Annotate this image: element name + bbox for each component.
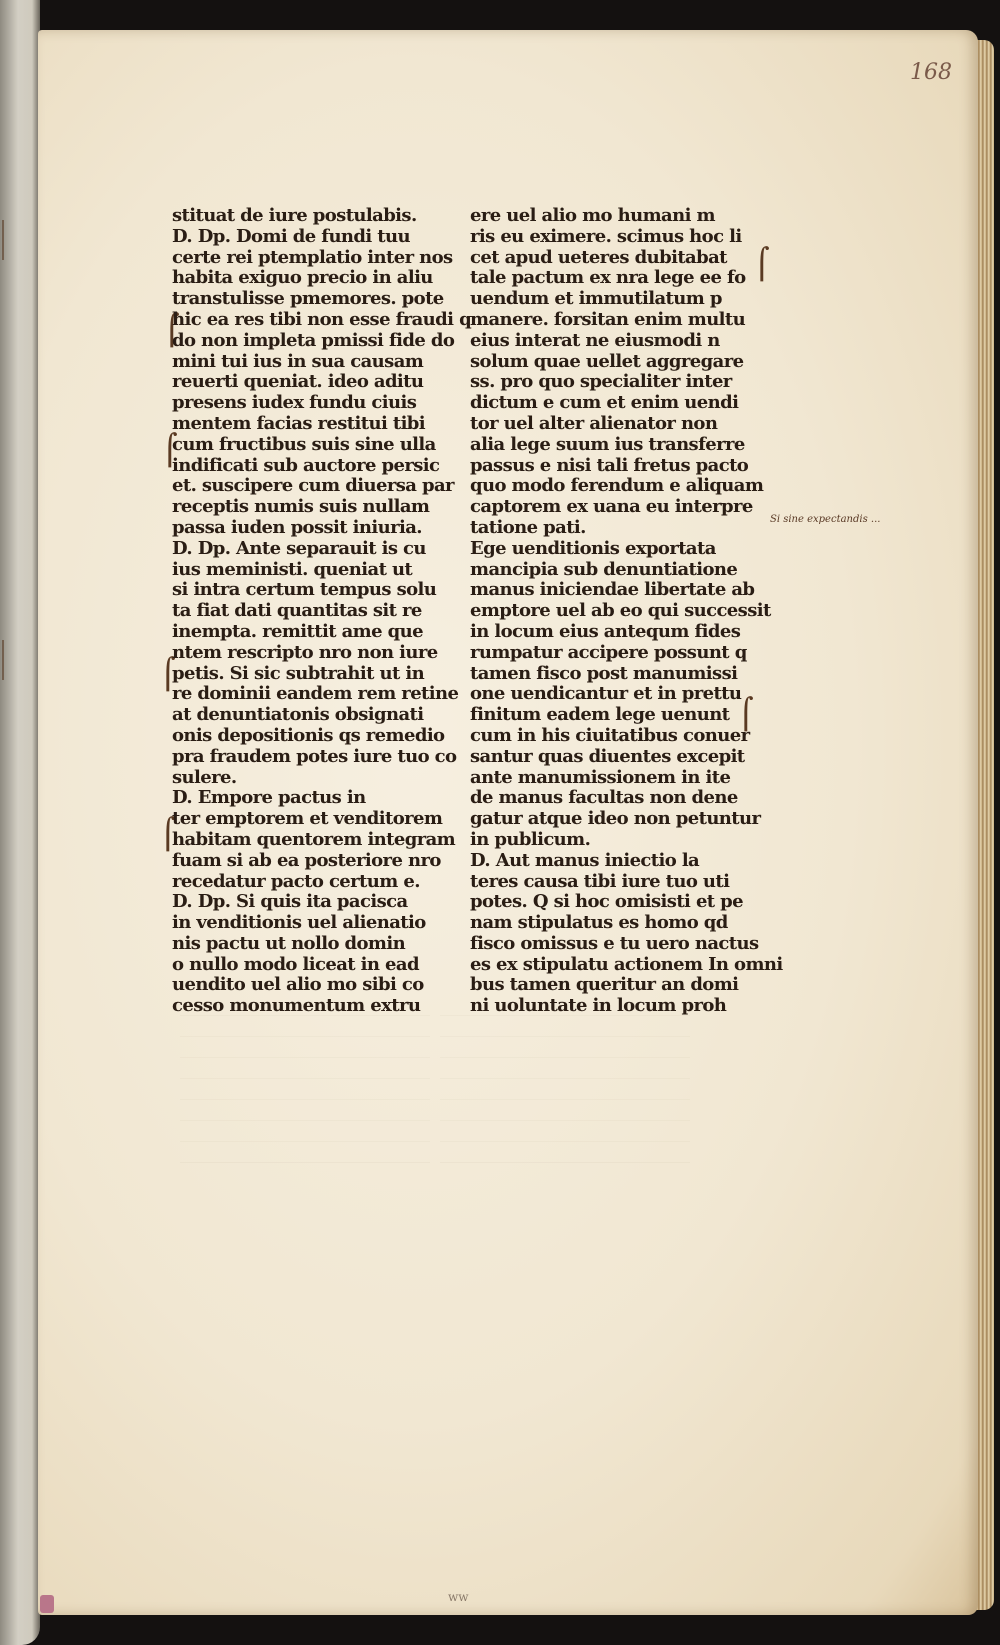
text-line: captorem ex uana eu interpre xyxy=(470,496,753,518)
text-line: manus iniciendae libertate ab xyxy=(470,579,755,601)
text-line: nam stipulatus es homo qd xyxy=(470,912,728,934)
show-through-text-right xyxy=(440,995,690,1163)
text-line: ter emptorem et venditorem xyxy=(172,808,443,830)
text-line: ere uel alio mo humani m xyxy=(470,205,715,226)
text-line: eius interat ne eiusmodi n xyxy=(470,329,720,351)
text-line: tor uel alter alienator non xyxy=(470,412,718,434)
text-line: cum in his ciuitatibus conuer xyxy=(470,724,750,746)
text-line: receptis numis suis nullam xyxy=(172,496,430,518)
text-line: fisco omissus e tu uero nactus xyxy=(470,932,759,954)
text-line: hic ea res tibi non esse fraudi q xyxy=(172,308,472,330)
text-line: D. Dp. Domi de fundi tuu xyxy=(172,225,410,247)
text-line: emptore uel ab eo qui successit xyxy=(470,600,771,622)
paragraph-mark: ⌠ xyxy=(164,313,180,348)
text-line: gatur atque ideo non petuntur xyxy=(470,808,761,830)
text-line: stituat de iure postulabis. xyxy=(172,205,417,226)
text-line: solum quae uellet aggregare xyxy=(470,350,744,372)
bottom-margin-mark: ww xyxy=(448,1590,469,1604)
text-column-right xyxy=(470,205,783,1017)
text-line: sulere. xyxy=(172,766,237,788)
marginal-note: Si sine expectandis ... xyxy=(770,514,881,525)
text-line: fuam si ab ea posteriore nro xyxy=(172,849,441,871)
text-line: passa iuden possit iniuria. xyxy=(172,516,422,538)
text-line: nis pactu ut nollo domin xyxy=(172,932,406,954)
text-line: D. Dp. Ante separauit is cu xyxy=(172,537,426,559)
text-line: in venditionis uel alienatio xyxy=(172,912,426,934)
facing-page-paragraph-mark xyxy=(2,640,10,680)
text-line: indificati sub auctore persic xyxy=(172,454,440,476)
text-line: tatione pati. xyxy=(470,516,586,538)
text-line: mini tui ius in sua causam xyxy=(172,350,424,372)
text-line: alia lege suum ius transferre xyxy=(470,433,745,455)
text-line: bus tamen queritur an domi xyxy=(470,974,739,996)
text-line: inempta. remittit ame que xyxy=(172,620,423,642)
text-line: santur quas diuentes excepit xyxy=(470,745,745,767)
text-line: uendum et immutilatum p xyxy=(470,288,722,310)
text-line: ta fiat dati quantitas sit re xyxy=(172,600,422,622)
facing-page-edge xyxy=(0,0,40,1645)
text-line: passus e nisi tali fretus pacto xyxy=(470,454,749,476)
text-line: manere. forsitan enim multu xyxy=(470,308,746,330)
facing-page-paragraph-mark xyxy=(2,220,10,260)
text-line: teres causa tibi iure tuo uti xyxy=(470,870,730,892)
text-line: tamen fisco post manumissi xyxy=(470,662,738,684)
text-line: Ege uenditionis exportata xyxy=(470,537,716,559)
text-line: dictum e cum et enim uendi xyxy=(470,392,739,414)
text-line: D. Aut manus iniectio la xyxy=(470,849,700,871)
paragraph-mark: ⌠ xyxy=(162,433,178,468)
text-line: do non impleta pmissi fide do xyxy=(172,329,455,351)
text-line: onis depositionis qs remedio xyxy=(172,724,445,746)
text-line: tale pactum ex nra lege ee fo xyxy=(470,267,746,289)
text-line: et. suscipere cum diuersa par xyxy=(172,475,454,497)
text-line: cet apud ueteres dubitabat xyxy=(470,246,727,268)
text-line: petis. Si sic subtrahit ut in xyxy=(172,662,425,684)
folio-number: 168 xyxy=(910,60,952,85)
text-line: habitam quentorem integram xyxy=(172,828,456,850)
text-line: recedatur pacto certum e. xyxy=(172,870,420,892)
text-line: ius meministi. queniat ut xyxy=(172,558,413,580)
paragraph-mark: ⌠ xyxy=(754,247,770,282)
text-line: transtulisse pmemores. pote xyxy=(172,288,444,310)
text-line: D. Empore pactus in xyxy=(172,787,366,809)
text-line: cum fructibus suis sine ulla xyxy=(172,433,436,455)
text-line: in publicum. xyxy=(470,828,591,850)
text-line: o nullo modo liceat in ead xyxy=(172,953,419,975)
text-line: reuerti queniat. ideo aditu xyxy=(172,371,424,393)
text-line: ntem rescripto nro non iure xyxy=(172,641,438,663)
text-line: mentem facias restitui tibi xyxy=(172,412,426,434)
text-line: in locum eius antequm fides xyxy=(470,620,741,642)
text-line: potes. Q si hoc omisisti et pe xyxy=(470,891,744,913)
text-line: habita exiguo precio in aliu xyxy=(172,267,433,289)
paragraph-mark: ⌠ xyxy=(160,817,176,852)
text-line: cesso monumentum extru xyxy=(172,995,421,1017)
text-column-left xyxy=(172,205,472,1017)
text-line: presens iudex fundu ciuis xyxy=(172,392,417,414)
paragraph-mark: ⌠ xyxy=(738,697,754,732)
text-line: pra fraudem potes iure tuo co xyxy=(172,745,457,767)
text-line: re dominii eandem rem retine xyxy=(172,683,459,705)
text-line: ris eu eximere. scimus hoc li xyxy=(470,225,742,247)
text-line: uendito uel alio mo sibi co xyxy=(172,974,424,996)
text-line: ss. pro quo specialiter inter xyxy=(470,371,732,393)
text-line: es ex stipulatu actionem In omni xyxy=(470,953,783,975)
text-line: de manus facultas non dene xyxy=(470,787,738,809)
bookmark-ribbon xyxy=(40,1595,54,1613)
text-line: ni uoluntate in locum proh xyxy=(470,995,727,1017)
text-line: at denuntiatonis obsignati xyxy=(172,704,424,726)
paragraph-mark: ⌠ xyxy=(160,657,176,692)
text-line: quo modo ferendum e aliquam xyxy=(470,475,764,497)
text-line: finitum eadem lege uenunt xyxy=(470,704,730,726)
text-line: ante manumissionem in ite xyxy=(470,766,731,788)
show-through-text-left xyxy=(180,995,430,1163)
text-line: mancipia sub denuntiatione xyxy=(470,558,738,580)
text-line: rumpatur accipere possunt q xyxy=(470,641,747,663)
text-line: one uendicantur et in prettu xyxy=(470,683,742,705)
text-line: si intra certum tempus solu xyxy=(172,579,437,601)
text-line: D. Dp. Si quis ita pacisca xyxy=(172,891,408,913)
text-line: certe rei ptemplatio inter nos xyxy=(172,246,453,268)
